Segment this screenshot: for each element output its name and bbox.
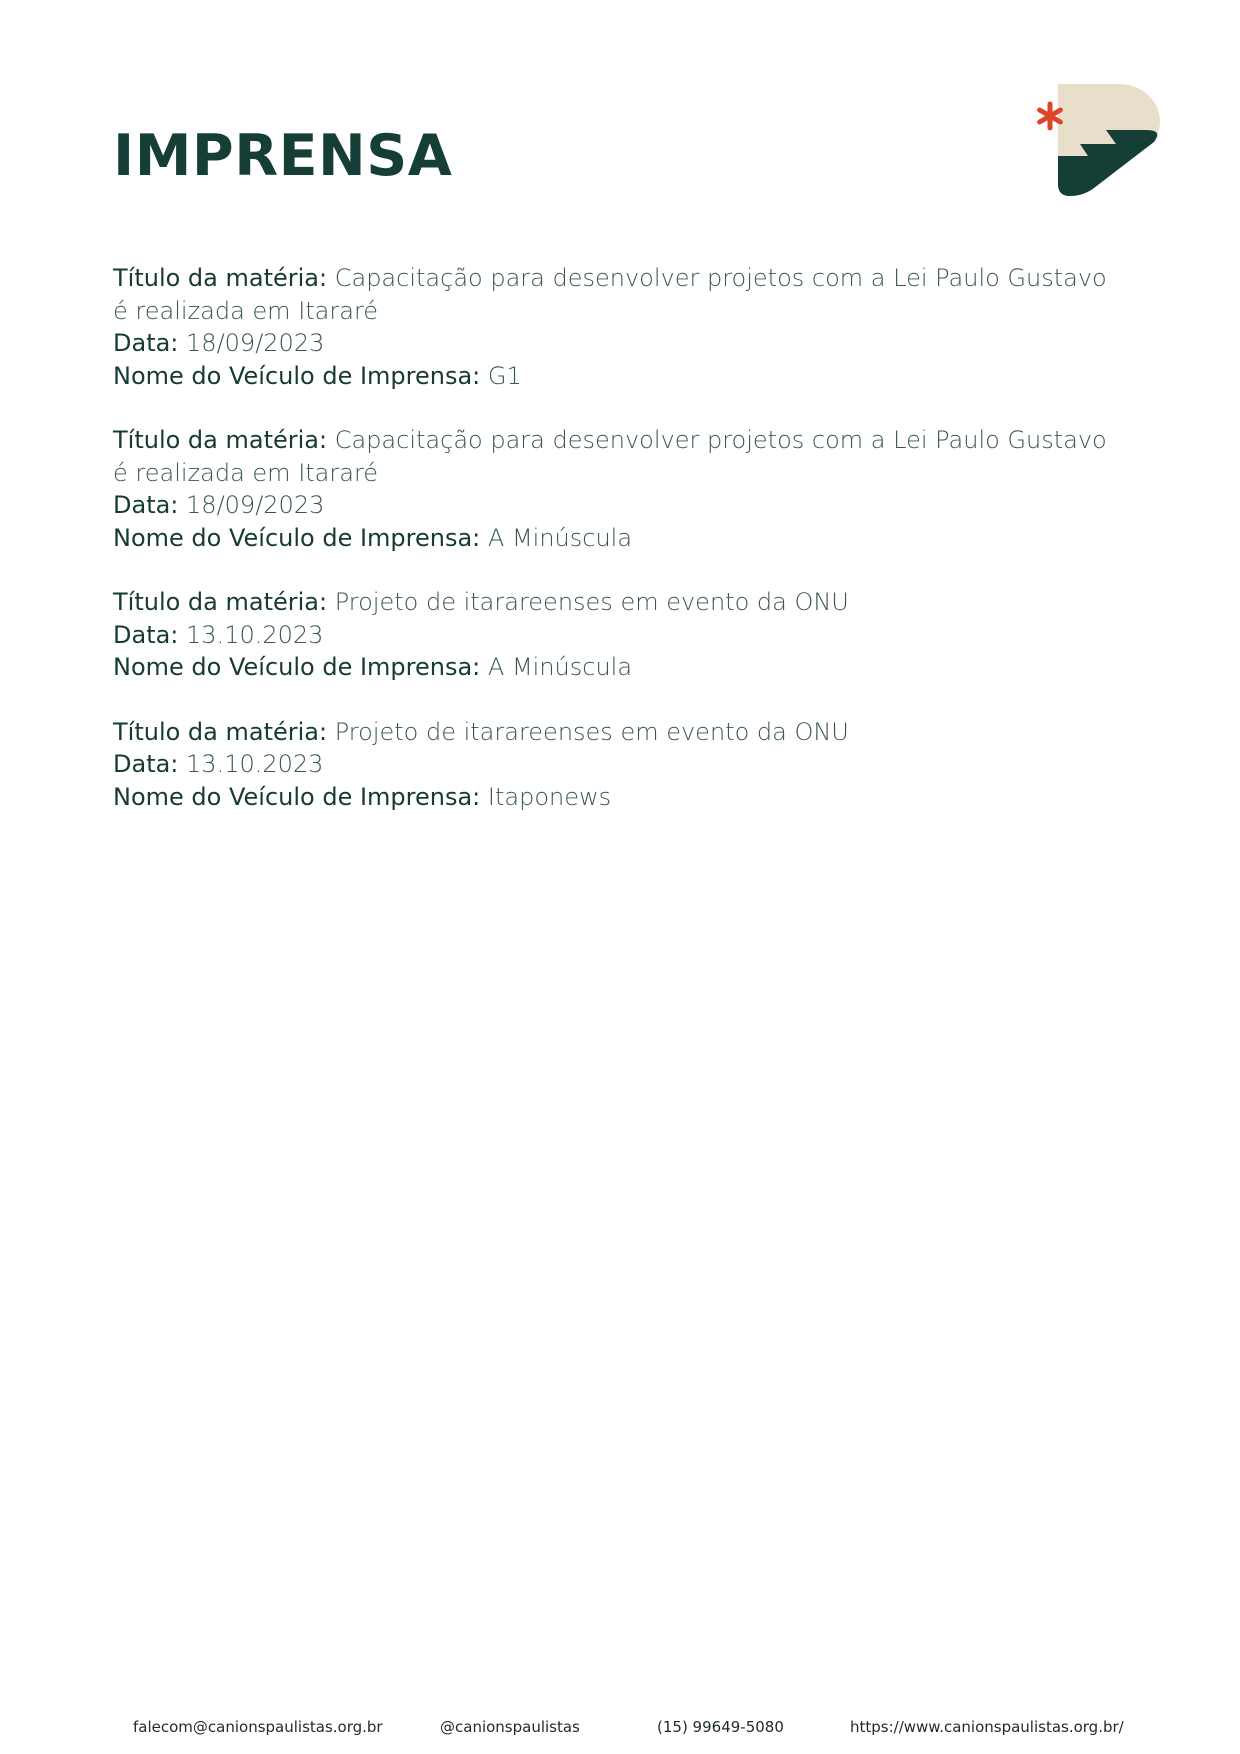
entry-outlet-label: Nome do Veículo de Imprensa: [113,782,481,811]
footer-phone: (15) 99649-5080 [657,1718,784,1736]
entry-date-value: 18/09/2023 [186,329,325,357]
footer-email-link[interactable]: falecom@canionspaulistas.org.br [133,1718,383,1736]
entry-outlet-value: G1 [487,361,522,390]
entry-outlet-line [113,781,1123,814]
entry-outlet-value: Itaponews [487,782,612,811]
page-footer [0,1718,1240,1742]
entry-title-label: Título da matéria: [113,588,328,616]
footer-website-link[interactable]: https://www.canionspaulistas.org.br/ [850,1718,1124,1736]
entry-date-line [113,327,1123,360]
entry-date-label: Data: [113,620,179,649]
entry-title-line [113,262,1123,327]
page-title: IMPRENSA [113,123,453,189]
entry-outlet-value: A Minúscula [487,523,633,552]
entry-title-value: Capacitação para desenvolver projetos com a Lei Paulo Gustavo é realizada em Itararé [113,426,1107,487]
entry-outlet-line [113,360,1123,393]
entry-date-label: Data: [113,491,179,519]
asterisk-icon [1040,104,1061,128]
entry-title-label: Título da matéria: [113,717,328,746]
entry-date-line [113,748,1123,781]
entry-title-label: Título da matéria: [113,426,328,454]
press-entry [113,586,1123,684]
entry-title-line [113,586,1123,619]
entry-title-value: Projeto de itarareenses em evento da ONU [334,717,849,746]
canions-paulistas-logo-icon [1034,80,1164,200]
press-entry [113,424,1123,554]
entry-outlet-line [113,651,1123,684]
entry-title-line [113,716,1123,749]
entry-outlet-label: Nome do Veículo de Imprensa: [113,523,481,552]
press-entries-list [113,262,1123,845]
entry-title-value: Capacitação para desenvolver projetos com a Lei Paulo Gustavo é realizada em Itararé [113,264,1107,325]
entry-date-value: 13.10.2023 [186,750,324,778]
entry-date-value: 13.10.2023 [186,620,324,649]
entry-outlet-value: A Minúscula [487,653,633,681]
entry-date-value: 18/09/2023 [186,491,325,519]
entry-title-value: Projeto de itarareenses em evento da ONU [334,588,849,616]
entry-title-line [113,424,1123,489]
entry-date-line [113,489,1123,522]
footer-social-handle[interactable]: @canionspaulistas [440,1718,580,1736]
entry-date-label: Data: [113,750,179,778]
entry-outlet-label: Nome do Veículo de Imprensa: [113,361,481,390]
entry-outlet-label: Nome do Veículo de Imprensa: [113,653,481,681]
press-entry [113,716,1123,814]
entry-date-line [113,619,1123,652]
entry-date-label: Data: [113,329,179,357]
press-entry [113,262,1123,392]
entry-outlet-line [113,522,1123,555]
entry-title-label: Título da matéria: [113,264,328,292]
